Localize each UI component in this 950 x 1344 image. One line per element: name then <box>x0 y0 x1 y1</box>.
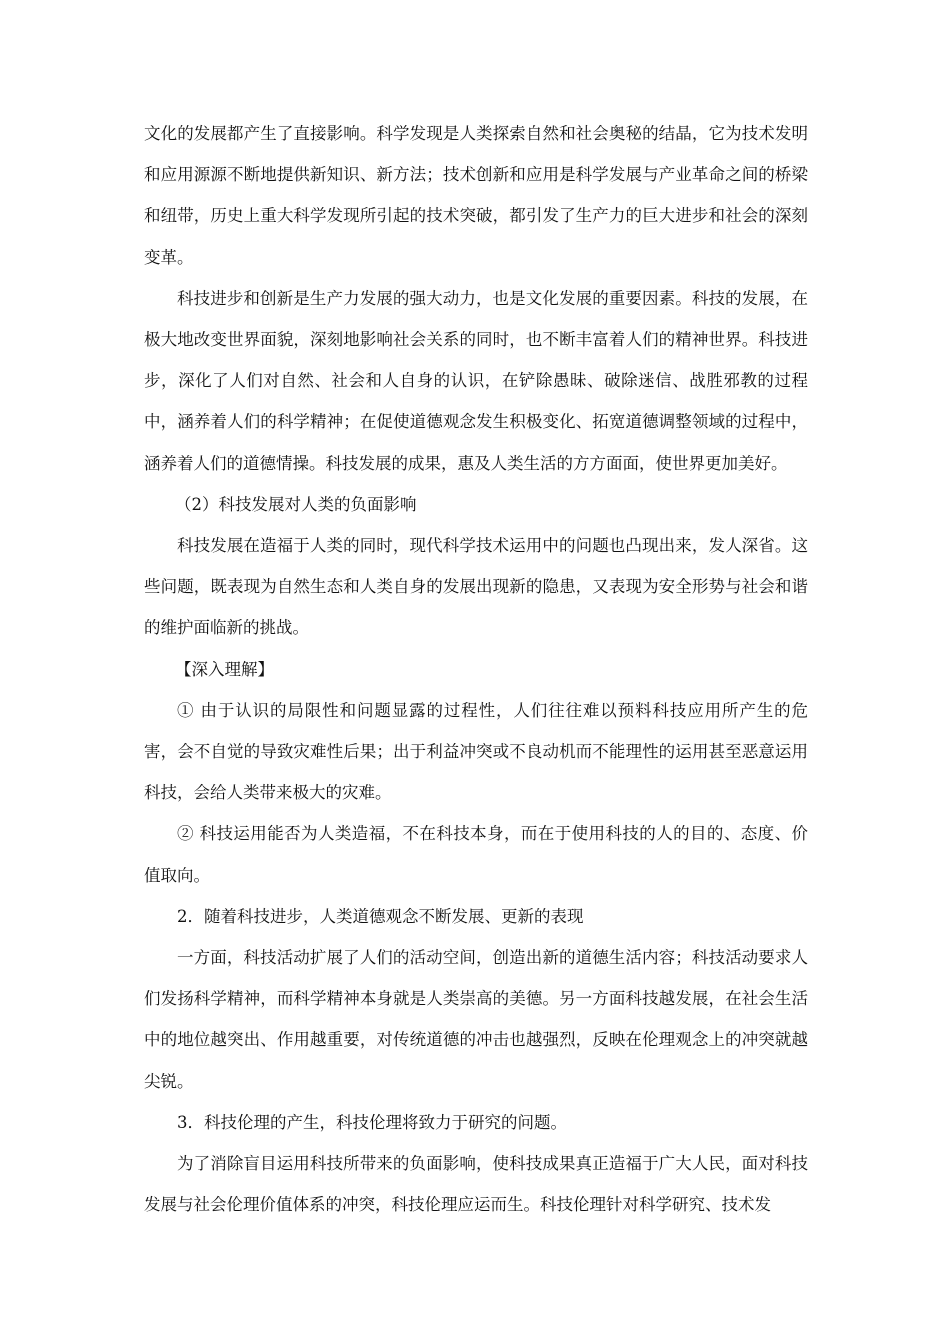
paragraph-point-one: ① 由于认识的局限性和问题显露的过程性，人们往往难以预料科技应用所产生的危害，会不自觉的导致灾难性后果；出于利益冲突或不良动机而不能理性的运用甚至恶意运用科技，会给人类带来极大的灾难。 <box>144 700 808 803</box>
paragraph-continuation: 文化的发展都产生了直接影响。科学发现是人类探索自然和社会奥秘的结晶，它为技术发明和应用源源不断地提供新知识、新方法；技术创新和应用是科学发展与产业革命之间的桥梁和纽带，历史上重大科学发现所引起的技术突破，都引发了生产力的巨大进步和社会的深刻变革。 <box>144 124 808 267</box>
paragraph-moral-development: 一方面，科技活动扩展了人们的活动空间，创造出新的道德生活内容；科技活动要求人们发扬科学精神，而科学精神本身就是人类崇高的美德。另一方面科技越发展，在社会生活中的地位越突出、作用越重要，对传统道德的冲击也越强烈，反映在伦理观念上的冲突就越尖锐。 <box>144 948 808 1091</box>
document-body <box>144 113 808 1225</box>
paragraph-point-two: ② 科技运用能否为人类造福，不在科技本身，而在于使用科技的人的目的、态度、价值取向。 <box>144 824 808 885</box>
paragraph-tech-progress: 科技进步和创新是生产力发展的强大动力，也是文化发展的重要因素。科技的发展，在极大地改变世界面貌，深刻地影响社会关系的同时，也不断丰富着人们的精神世界。科技进步，深化了人们对自然、社会和人自身的认识，在铲除愚昧、破除迷信、战胜邪教的过程中，涵养着人们的科学精神；在促使道德观念发生积极变化、拓宽道德调整领域的过程中，涵养着人们的道德情操。科技发展的成果，惠及人类生活的方方面面，使世界更加美好。 <box>144 288 808 473</box>
subheading-deep-understanding: 【深入理解】 <box>175 659 274 679</box>
paragraph-tech-ethics: 为了消除盲目运用科技所带来的负面影响，使科技成果真正造福于广大人民，面对科技发展与社会伦理价值体系的冲突，科技伦理应运而生。科技伦理针对科学研究、技术发 <box>144 1154 808 1215</box>
heading-section-3: 3．科技伦理的产生，科技伦理将致力于研究的问题。 <box>177 1112 567 1132</box>
heading-section-2: 2．随着科技进步，人类道德观念不断发展、更新的表现 <box>177 906 584 926</box>
subheading-negative-impact: （2）科技发展对人类的负面影响 <box>175 494 417 514</box>
paragraph-negative-impact: 科技发展在造福于人类的同时，现代科学技术运用中的问题也凸现出来，发人深省。这些问题，既表现为自然生态和人类自身的发展出现新的隐患，又表现为安全形势与社会和谐的维护面临新的挑战。 <box>144 536 808 638</box>
